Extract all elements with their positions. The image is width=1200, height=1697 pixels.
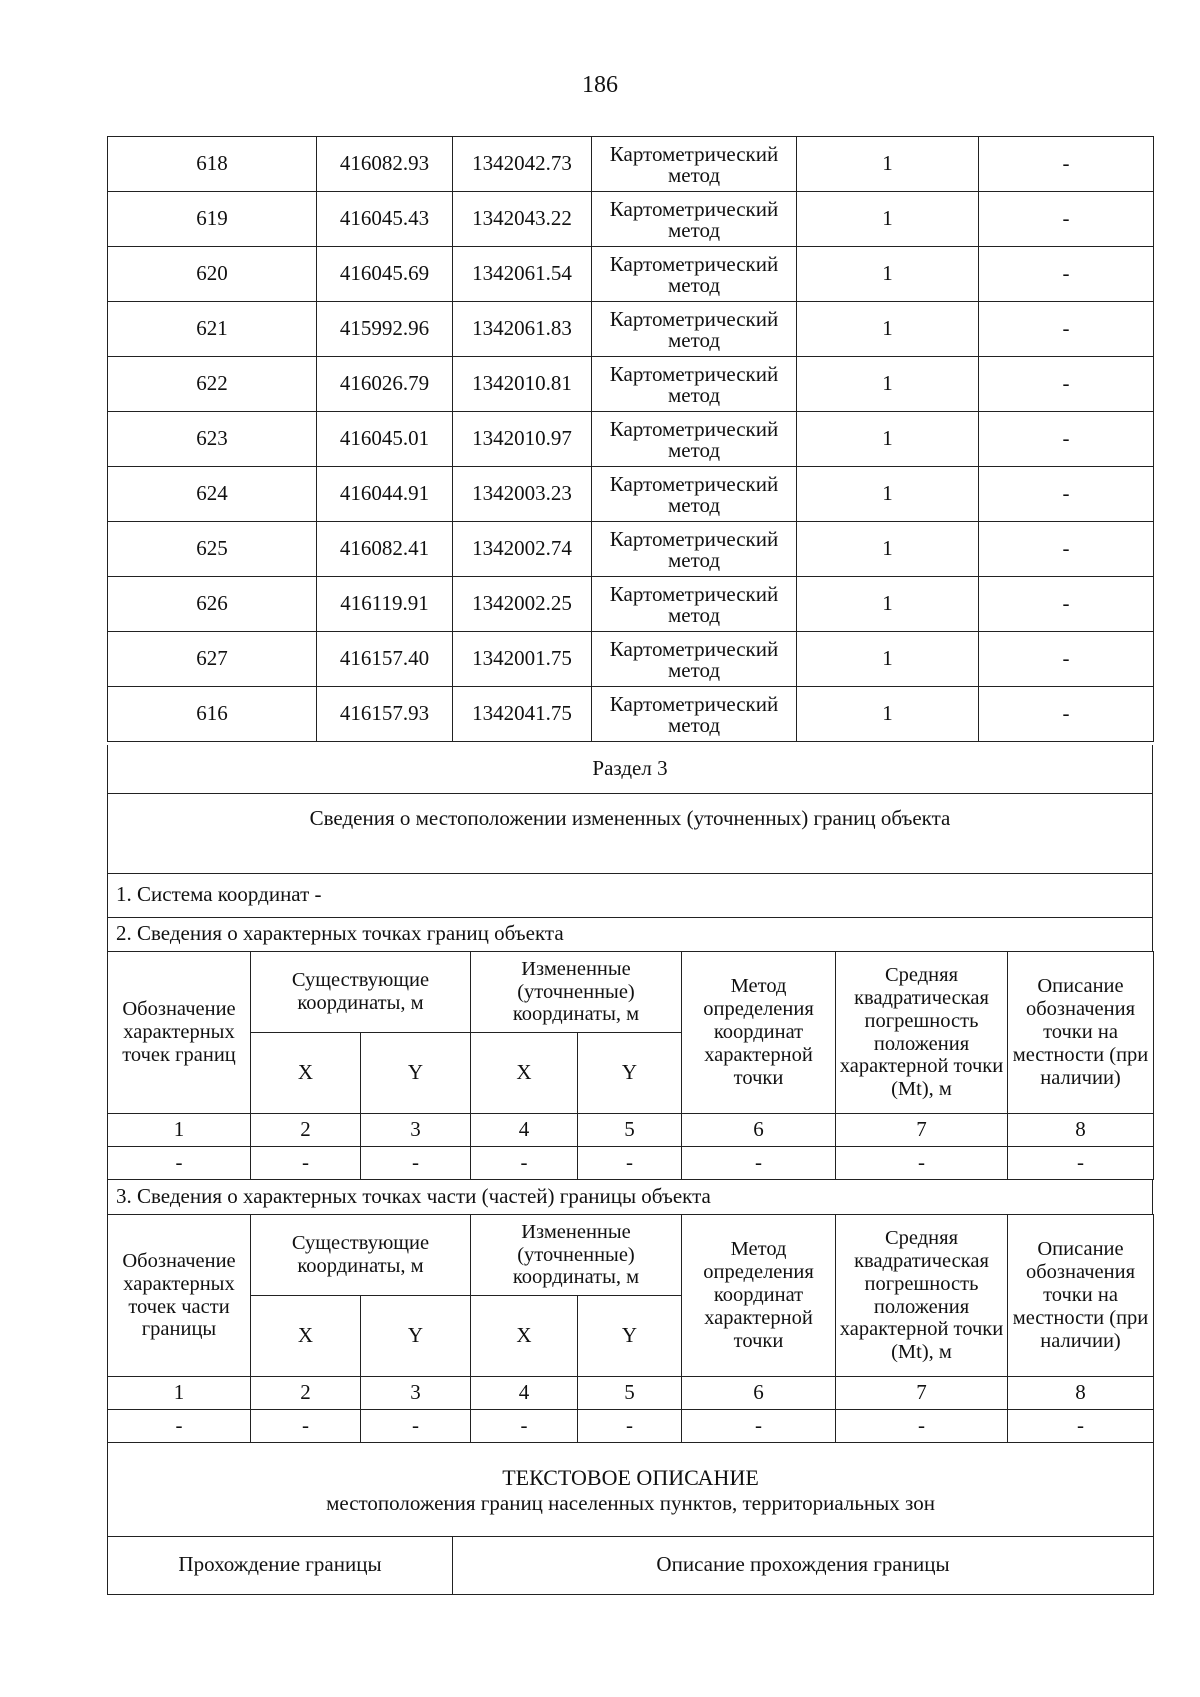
method-line1: Картометрический — [609, 142, 779, 167]
column-number: 1 — [108, 1114, 251, 1147]
point-y: 1342061.54 — [453, 247, 592, 302]
table-row — [108, 632, 1154, 687]
header-changed-coords: Измененные (уточненные) координаты, м — [471, 1215, 682, 1296]
column-number: 7 — [836, 1377, 1008, 1410]
method — [592, 467, 797, 522]
boundary-passage-description-header: Описание прохождения границы — [453, 1536, 1154, 1594]
parts-heading-block — [107, 1180, 1153, 1215]
part-points-table-block — [107, 1214, 1153, 1443]
column-number: 6 — [682, 1114, 836, 1147]
method-line2: метод — [667, 603, 721, 627]
boundary-passage-header: Прохождение границы — [108, 1536, 453, 1594]
method-line1: Картометрический — [609, 637, 779, 662]
empty-cell: - — [471, 1147, 578, 1180]
point-accuracy: 1 — [797, 522, 979, 577]
empty-data-row — [108, 1147, 1154, 1180]
column-number: 3 — [361, 1377, 471, 1410]
point-y: 1342001.75 — [453, 632, 592, 687]
empty-cell: - — [1008, 1147, 1154, 1180]
point-x: 416045.69 — [317, 247, 453, 302]
header-method: Метод определения координат характерной точки — [682, 1215, 836, 1377]
column-number: 2 — [251, 1114, 361, 1147]
empty-cell: - — [251, 1410, 361, 1443]
method-line2: метод — [667, 493, 721, 517]
point-y: 1342002.25 — [453, 577, 592, 632]
method-line2: метод — [667, 383, 721, 407]
point-x: 416082.41 — [317, 522, 453, 577]
method — [592, 192, 797, 247]
points-table-block — [107, 136, 1153, 742]
point-id: 624 — [108, 467, 317, 522]
column-number: 5 — [578, 1377, 682, 1410]
point-id: 622 — [108, 357, 317, 412]
point-description: - — [979, 357, 1154, 412]
method — [592, 577, 797, 632]
column-number-row — [108, 1114, 1154, 1147]
point-accuracy: 1 — [797, 412, 979, 467]
point-id: 618 — [108, 137, 317, 192]
header-method: Метод определения координат характерной точки — [682, 952, 836, 1114]
point-id: 621 — [108, 302, 317, 357]
method — [592, 137, 797, 192]
point-id: 623 — [108, 412, 317, 467]
point-x: 416044.91 — [317, 467, 453, 522]
table-row — [108, 577, 1154, 632]
point-description: - — [979, 247, 1154, 302]
point-accuracy: 1 — [797, 302, 979, 357]
point-accuracy: 1 — [797, 577, 979, 632]
header-designation: Обозначение характерных точек границ — [108, 952, 251, 1114]
method-line1: Картометрический — [609, 252, 779, 277]
method-line1: Картометрический — [609, 582, 779, 607]
method — [592, 687, 797, 742]
table-row — [108, 522, 1154, 577]
column-number: 8 — [1008, 1377, 1154, 1410]
point-accuracy: 1 — [797, 137, 979, 192]
point-id: 626 — [108, 577, 317, 632]
header-accuracy: Средняя квадратическая погрешность положения характерной точки (Mt), м — [836, 1215, 1008, 1377]
table-row — [108, 687, 1154, 742]
point-id: 620 — [108, 247, 317, 302]
point-x: 416045.43 — [317, 192, 453, 247]
point-description: - — [979, 467, 1154, 522]
column-number: 5 — [578, 1114, 682, 1147]
empty-cell: - — [108, 1147, 251, 1180]
point-id: 616 — [108, 687, 317, 742]
empty-cell: - — [361, 1410, 471, 1443]
point-x: 416157.40 — [317, 632, 453, 687]
method-line2: метод — [667, 713, 721, 737]
empty-cell: - — [251, 1147, 361, 1180]
point-accuracy: 1 — [797, 467, 979, 522]
point-description: - — [979, 137, 1154, 192]
header-description: Описание обозначения точки на местности (при наличии) — [1008, 952, 1154, 1114]
header-changed-y: Y — [578, 1033, 682, 1114]
empty-cell: - — [682, 1410, 836, 1443]
method-line1: Картометрический — [609, 307, 779, 332]
header-description: Описание обозначения точки на местности (при наличии) — [1008, 1215, 1154, 1377]
method — [592, 247, 797, 302]
text-description-title-cell — [108, 1443, 1154, 1536]
point-description: - — [979, 687, 1154, 742]
point-accuracy: 1 — [797, 687, 979, 742]
empty-data-row — [108, 1410, 1154, 1443]
method-line2: метод — [667, 273, 721, 297]
text-description-title: ТЕКСТОВОЕ ОПИСАНИЕ — [502, 1465, 759, 1490]
empty-cell: - — [836, 1147, 1008, 1180]
method-line2: метод — [667, 218, 721, 242]
point-accuracy: 1 — [797, 357, 979, 412]
point-x: 416045.01 — [317, 412, 453, 467]
column-number: 4 — [471, 1377, 578, 1410]
point-x: 416026.79 — [317, 357, 453, 412]
empty-cell: - — [836, 1410, 1008, 1443]
header-accuracy: Средняя квадратическая погрешность положения характерной точки (Mt), м — [836, 952, 1008, 1114]
point-id: 619 — [108, 192, 317, 247]
column-number: 3 — [361, 1114, 471, 1147]
table-row — [108, 412, 1154, 467]
point-description: - — [979, 192, 1154, 247]
point-x: 415992.96 — [317, 302, 453, 357]
empty-cell: - — [682, 1147, 836, 1180]
point-y: 1342041.75 — [453, 687, 592, 742]
column-number: 4 — [471, 1114, 578, 1147]
header-existing-x: X — [251, 1033, 361, 1114]
point-id: 625 — [108, 522, 317, 577]
header-existing-coords: Существующие координаты, м — [251, 1215, 471, 1296]
table-row — [108, 467, 1154, 522]
point-x: 416119.91 — [317, 577, 453, 632]
method — [592, 522, 797, 577]
section-subtitle: Сведения о местоположении измененных (уточненных) границ объекта — [108, 793, 1153, 873]
table-row — [108, 192, 1154, 247]
part-points-table — [107, 1214, 1154, 1443]
points-table-body — [108, 137, 1154, 742]
points-heading: 2. Сведения о характерных точках границ объекта — [108, 917, 1153, 951]
table-row — [108, 357, 1154, 412]
empty-cell: - — [471, 1410, 578, 1443]
column-number: 8 — [1008, 1114, 1154, 1147]
point-accuracy: 1 — [797, 192, 979, 247]
empty-cell: - — [361, 1147, 471, 1180]
method — [592, 412, 797, 467]
method-line2: метод — [667, 548, 721, 572]
method-line2: метод — [667, 328, 721, 352]
point-y: 1342061.83 — [453, 302, 592, 357]
header-existing-y: Y — [361, 1296, 471, 1377]
point-y: 1342002.74 — [453, 522, 592, 577]
method-line1: Картометрический — [609, 417, 779, 442]
header-existing-coords: Существующие координаты, м — [251, 952, 471, 1033]
column-number: 6 — [682, 1377, 836, 1410]
method — [592, 357, 797, 412]
section3-block — [107, 745, 1153, 952]
point-description: - — [979, 577, 1154, 632]
table-row — [108, 302, 1154, 357]
text-description-table — [107, 1443, 1154, 1595]
header-changed-y: Y — [578, 1296, 682, 1377]
coordinate-system: 1. Система координат - — [108, 873, 1153, 917]
point-x: 416082.93 — [317, 137, 453, 192]
table-row — [108, 137, 1154, 192]
point-x: 416157.93 — [317, 687, 453, 742]
page-number: 186 — [582, 72, 618, 98]
point-description: - — [979, 302, 1154, 357]
method-line1: Картометрический — [609, 362, 779, 387]
header-changed-x: X — [471, 1296, 578, 1377]
empty-cell: - — [108, 1410, 251, 1443]
point-y: 1342010.81 — [453, 357, 592, 412]
method-line2: метод — [667, 658, 721, 682]
boundary-points-table — [107, 951, 1154, 1180]
point-y: 1342010.97 — [453, 412, 592, 467]
point-id: 627 — [108, 632, 317, 687]
method-line1: Картометрический — [609, 472, 779, 497]
point-description: - — [979, 412, 1154, 467]
points-table — [107, 136, 1154, 742]
parts-heading: 3. Сведения о характерных точках части (частей) границы объекта — [108, 1180, 1153, 1214]
method — [592, 302, 797, 357]
point-accuracy: 1 — [797, 247, 979, 302]
header-changed-coords: Измененные (уточненные) координаты, м — [471, 952, 682, 1033]
point-y: 1342043.22 — [453, 192, 592, 247]
method-line1: Картометрический — [609, 527, 779, 552]
text-description-block — [107, 1443, 1153, 1595]
column-number-row — [108, 1377, 1154, 1410]
empty-cell: - — [578, 1147, 682, 1180]
table-row — [108, 247, 1154, 302]
header-designation-parts: Обозначение характерных точек части границы — [108, 1215, 251, 1377]
column-number: 2 — [251, 1377, 361, 1410]
empty-cell: - — [578, 1410, 682, 1443]
header-existing-x: X — [251, 1296, 361, 1377]
boundary-points-table-block — [107, 951, 1153, 1180]
text-description-subtitle: местоположения границ населенных пунктов, территориальных зон — [326, 1491, 935, 1516]
point-accuracy: 1 — [797, 632, 979, 687]
method-line1: Картометрический — [609, 197, 779, 222]
column-number: 7 — [836, 1114, 1008, 1147]
method-line2: метод — [667, 163, 721, 187]
point-y: 1342003.23 — [453, 467, 592, 522]
point-y: 1342042.73 — [453, 137, 592, 192]
header-changed-x: X — [471, 1033, 578, 1114]
method — [592, 632, 797, 687]
section-title: Раздел 3 — [108, 745, 1153, 793]
point-description: - — [979, 522, 1154, 577]
column-number: 1 — [108, 1377, 251, 1410]
method-line1: Картометрический — [609, 692, 779, 717]
method-line2: метод — [667, 438, 721, 462]
point-description: - — [979, 632, 1154, 687]
header-existing-y: Y — [361, 1033, 471, 1114]
empty-cell: - — [1008, 1410, 1154, 1443]
